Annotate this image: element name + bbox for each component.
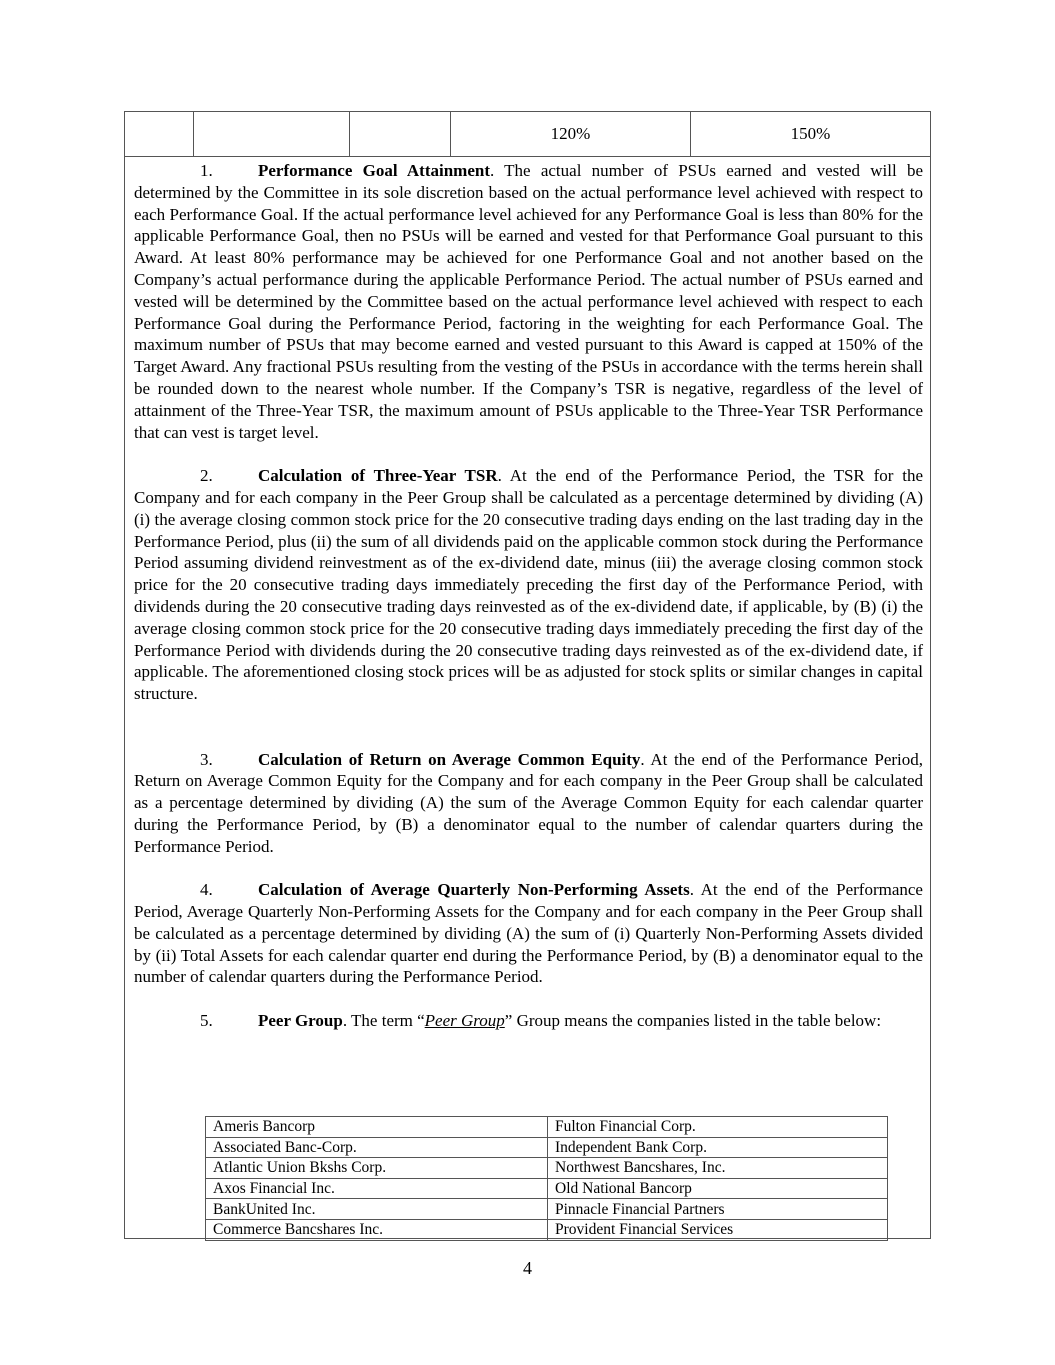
section-heading: Calculation of Return on Average Common Equity xyxy=(258,749,641,769)
body-text xyxy=(134,160,923,1032)
section-1 xyxy=(134,160,923,443)
table-cell: Axos Financial Inc. xyxy=(206,1178,548,1199)
section-number: 5. xyxy=(200,1011,213,1031)
table-cell: Associated Banc-Corp. xyxy=(206,1137,548,1158)
table-cell: Ameris Bancorp xyxy=(206,1117,548,1138)
table-row xyxy=(206,1219,888,1240)
table-cell: Commerce Bancshares Inc. xyxy=(206,1219,548,1240)
table-cell: Northwest Bancshares, Inc. xyxy=(548,1158,888,1179)
section-heading: Performance Goal Attainment xyxy=(258,161,490,180)
table-row xyxy=(206,1117,888,1138)
defined-term: Peer Group xyxy=(424,1011,505,1031)
table-cell: BankUnited Inc. xyxy=(206,1199,548,1220)
table-cell: Old National Bancorp xyxy=(548,1178,888,1199)
page-number: 4 xyxy=(523,1258,532,1278)
section-5 xyxy=(134,1010,923,1032)
table-cell: Atlantic Union Bkshs Corp. xyxy=(206,1158,548,1179)
target-table-row xyxy=(125,112,930,157)
table-cell: Independent Bank Corp. xyxy=(548,1137,888,1158)
section-text: . At the end of the Performance Period, the TSR for the Company and for each company in the Peer Group shall be calculated as a percentage determined by dividing (A) (i) the average closing common stock price for the 20 consecutive trading days ending on the last trading day in the Performance Period, plus (ii) the sum of all dividends paid on the applicable common stock during the Performance Period assuming dividend reinvestment as of the ex-dividend date, minus (iii) the average closing common stock price for the 20 consecutive trading days immediately preceding the first day of the Performance Period, with dividends during the 20 consecutive trading days reinvested as of the ex-dividend date, if applicable, by (B) (i) the average closing common stock price for the 20 consecutive trading days immediately preceding the first day of the Performance Period with dividends during the 20 consecutive trading days reinvested as of the ex-dividend date, if applicable. The aforementioned closing stock prices will be as adjusted for stock splits or similar changes in capital structure. xyxy=(134,466,923,704)
table-cell: Fulton Financial Corp. xyxy=(548,1117,888,1138)
table-cell: 120% xyxy=(451,112,691,156)
table-row xyxy=(206,1158,888,1179)
table-row xyxy=(206,1178,888,1199)
section-text: . The actual number of PSUs earned and vested will be determined by the Committee in its sole discretion based on the actual performance level achieved with respect to each Performance Goal. If the actual performance level achieved for any Performance Goal is less than 80% for the applicable Performance Goal, then no PSUs will be earned and vested for that Performance Goal pursuant to this Award. At least 80% performance may be achieved for one Performance Goal and not another based on the Company’s actual performance during the applicable Performance Period. The actual number of PSUs earned and vested will be determined by the Committee based on the actual performance level achieved with respect to each Performance Goal during the Performance Period, factoring in the weighting for each Performance Goal. The maximum number of PSUs that may become earned and vested pursuant to this Award is capped at 150% of the Target Award. Any fractional PSUs resulting from the vesting of the PSUs in accordance with the terms herein shall be rounded down to the nearest whole number. If the Company’s TSR is negative, regardless of the level of attainment of the Three-Year TSR, the maximum amount of PSUs applicable to the Three-Year TSR Performance that can vest is target level. xyxy=(134,161,923,442)
section-text: . At the end of the Performance Period, Return on Average Common Equity for the Company and for each company in the Peer Group shall be calculated as a percentage determined by dividing (A) the sum of the Average Common Equity for each calendar quarter during the Performance Period, by (B) a denominator equal to the number of calendar quarters during the Performance Period. xyxy=(134,749,923,856)
section-number: 1. xyxy=(200,161,213,180)
section-heading: Calculation of Average Quarterly Non-Performing Assets xyxy=(258,880,690,900)
section-3 xyxy=(134,749,923,858)
table-row xyxy=(206,1137,888,1158)
table-cell: Pinnacle Financial Partners xyxy=(548,1199,888,1220)
section-text: . The term “ xyxy=(342,1011,425,1031)
table-row xyxy=(206,1199,888,1220)
section-text: . At the end of the Performance Period, Average Quarterly Non-Performing Assets for the Company and for each company in the Peer Group shall be calculated as a percentage determined by dividing (A) the sum of (i) Quarterly Non-Performing Assets divided by (ii) Total Assets for each calendar quarter end during the Performance Period, by (B) a denominator equal to the number of calendar quarters during the Performance Period. xyxy=(134,880,923,987)
section-4 xyxy=(134,879,923,988)
section-number: 2. xyxy=(200,466,213,486)
section-heading: Calculation of Three-Year TSR xyxy=(258,466,498,486)
table-cell: 150% xyxy=(790,124,831,143)
table-cell xyxy=(194,112,350,156)
document-frame xyxy=(124,111,931,1239)
section-2 xyxy=(134,465,923,705)
table-cell xyxy=(125,112,194,156)
section-text: ” Group means the companies listed in the table below: xyxy=(504,1011,882,1031)
section-number: 4. xyxy=(200,880,213,900)
peer-group-table xyxy=(205,1116,888,1241)
table-cell xyxy=(350,112,451,156)
section-number: 3. xyxy=(200,749,213,769)
table-cell: Provident Financial Services xyxy=(548,1219,888,1240)
section-heading: Peer Group xyxy=(258,1011,343,1031)
